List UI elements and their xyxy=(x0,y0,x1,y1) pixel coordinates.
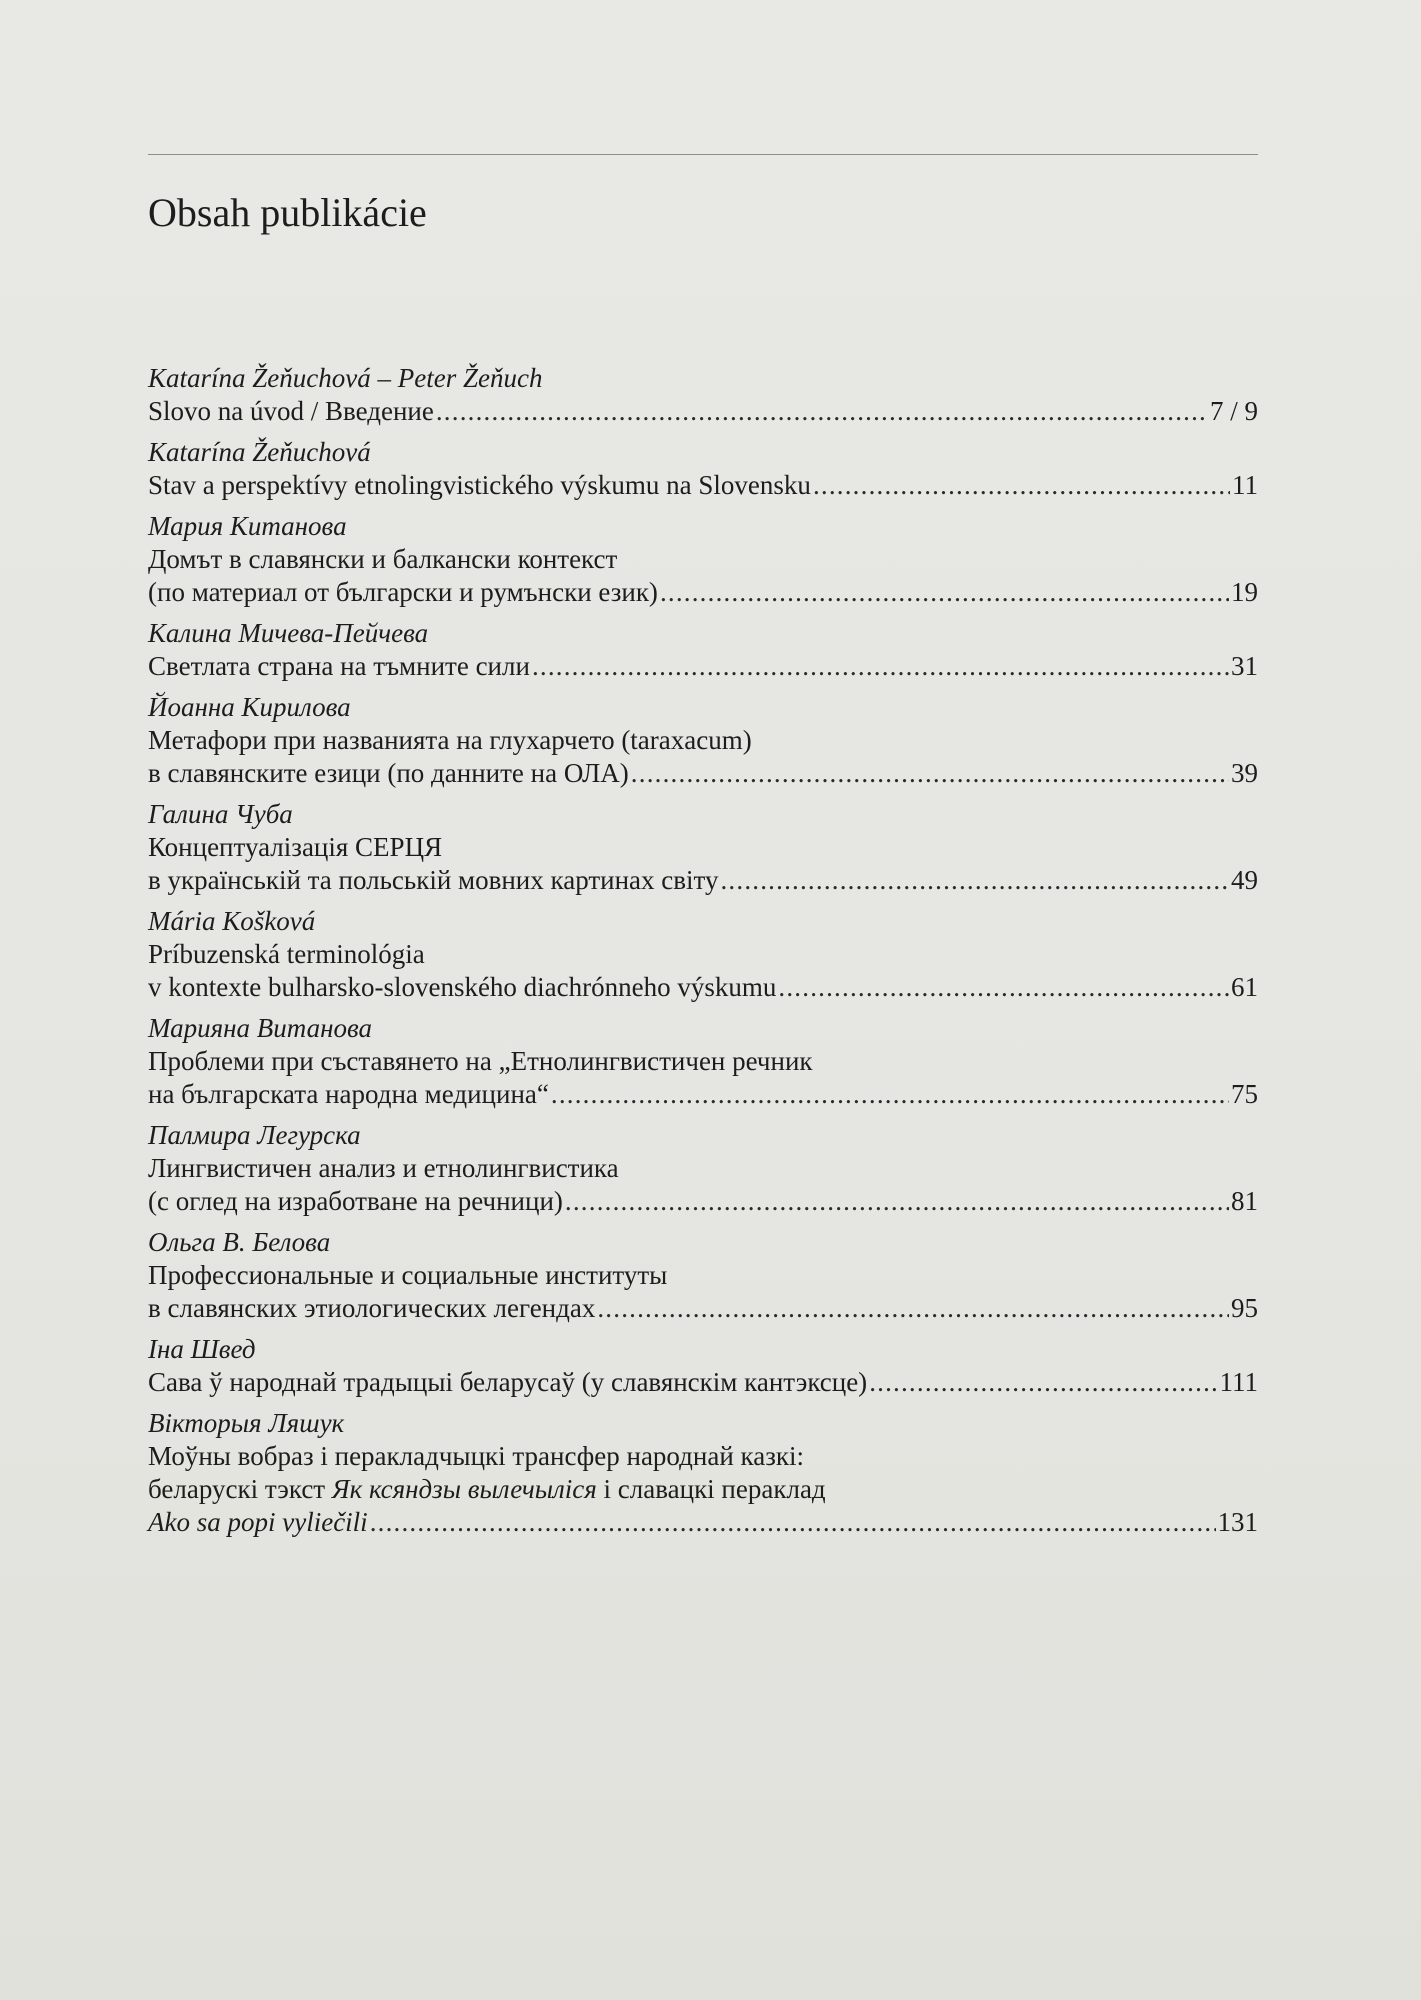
page-number: 75 xyxy=(1231,1079,1258,1109)
page-number: 31 xyxy=(1231,651,1258,681)
entry-title: Slovo na úvod / Введение xyxy=(148,396,434,426)
page-number: 49 xyxy=(1231,865,1258,895)
entry-title-line[interactable] xyxy=(148,757,1258,790)
entry-title-line[interactable] xyxy=(148,469,1258,502)
entry-title-line[interactable] xyxy=(148,650,1258,683)
title-text: беларускі тэкст xyxy=(148,1474,332,1504)
table-of-contents xyxy=(148,362,1258,1547)
entry-author: Mária Košková xyxy=(148,906,316,936)
entry-author: Іна Швед xyxy=(148,1334,256,1364)
dot-leader xyxy=(778,971,1229,1004)
entry-title-line[interactable] xyxy=(148,1078,1258,1111)
toc-entry xyxy=(148,510,1258,609)
entry-title: в українській та польській мовних картинах світу xyxy=(148,865,719,895)
toc-entry xyxy=(148,617,1258,683)
entry-title xyxy=(148,1506,368,1539)
page-number: 39 xyxy=(1231,758,1258,788)
entry-author: Katarína Žeňuchová – Peter Žeňuch xyxy=(148,363,543,393)
toc-entry xyxy=(148,362,1258,428)
entry-title-line[interactable] xyxy=(148,395,1258,428)
toc-entry xyxy=(148,1333,1258,1399)
entry-title: Светлата страна на тъмните сили xyxy=(148,651,530,681)
dot-leader xyxy=(551,1078,1229,1111)
entry-title-line-1: Моўны вобраз і перакладчыцкі трансфер народнай казкі: xyxy=(148,1441,805,1471)
entry-author: Вікторыя Ляшук xyxy=(148,1408,345,1438)
entry-title-line-1: Домът в славянски и балкански контекст xyxy=(148,544,618,574)
toc-entry xyxy=(148,1012,1258,1111)
page-number: 81 xyxy=(1231,1186,1258,1216)
entry-title-line[interactable] xyxy=(148,1366,1258,1399)
dot-leader xyxy=(720,864,1229,897)
page-number: 19 xyxy=(1231,577,1258,607)
page-title: Obsah publikácie xyxy=(148,190,427,235)
toc-entry xyxy=(148,691,1258,790)
dot-leader xyxy=(660,576,1229,609)
dot-leader xyxy=(869,1366,1217,1399)
page-number: 111 xyxy=(1219,1367,1258,1397)
entry-title: v kontexte bulharsko-slovenského diachrónneho výskumu xyxy=(148,972,777,1002)
entry-title: Сава ў народнай традыцыі беларусаў (у славянскім кантэксце) xyxy=(148,1367,868,1397)
entry-author: Калина Мичева-Пейчева xyxy=(148,618,429,648)
entry-author: Katarína Žeňuchová xyxy=(148,437,371,467)
header-rule xyxy=(148,154,1258,155)
entry-title: в славянских этиологических легендах xyxy=(148,1293,596,1323)
toc-entry xyxy=(148,905,1258,1004)
entry-title-line-2 xyxy=(148,1473,1258,1506)
page-number: 11 xyxy=(1232,470,1258,500)
dot-leader xyxy=(565,1185,1229,1218)
dot-leader xyxy=(631,757,1229,790)
entry-title: Stav a perspektívy etnolingvistického výskumu na Slovensku xyxy=(148,470,811,500)
page-number: 95 xyxy=(1231,1293,1258,1323)
entry-title-line-1: Концептуалізація СЕРЦЯ xyxy=(148,832,443,862)
page-number: 131 xyxy=(1217,1507,1258,1537)
entry-author: Йоанна Кирилова xyxy=(148,692,351,722)
page-number: 61 xyxy=(1231,972,1258,1002)
entry-author: Палмира Легурска xyxy=(148,1120,361,1150)
dot-leader xyxy=(436,395,1208,428)
entry-title-line[interactable] xyxy=(148,1185,1258,1218)
entry-title-line[interactable] xyxy=(148,971,1258,1004)
dot-leader xyxy=(813,469,1230,502)
entry-title-line[interactable] xyxy=(148,1292,1258,1325)
entry-title-line-1: Метафори при названията на глухарчето (taraxacum) xyxy=(148,725,752,755)
entry-title-line[interactable] xyxy=(148,864,1258,897)
dot-leader xyxy=(532,650,1229,683)
entry-title-line-1: Лингвистичен анализ и етнолингвистика xyxy=(148,1153,619,1183)
dot-leader xyxy=(597,1292,1229,1325)
entry-title-line-1: Príbuzenská terminológia xyxy=(148,939,425,969)
toc-entry xyxy=(148,798,1258,897)
toc-entry xyxy=(148,1226,1258,1325)
toc-entry xyxy=(148,1119,1258,1218)
entry-author: Галина Чуба xyxy=(148,799,293,829)
toc-entry xyxy=(148,436,1258,502)
entry-title-line[interactable] xyxy=(148,1506,1258,1539)
title-italic-text: Ako sa popi vyliečili xyxy=(148,1507,368,1537)
entry-title-line-1: Профессиональные и социальные институты xyxy=(148,1260,668,1290)
dot-leader xyxy=(370,1506,1216,1539)
entry-author: Марияна Витанова xyxy=(148,1013,373,1043)
entry-author: Ольга В. Белова xyxy=(148,1227,331,1257)
entry-title-line-1: Проблеми при съставянето на „Етнолингвистичен речник xyxy=(148,1046,813,1076)
entry-title: (с оглед на изработване на речници) xyxy=(148,1186,563,1216)
entry-title: (по материал от български и румънски език) xyxy=(148,577,658,607)
entry-title-line[interactable] xyxy=(148,576,1258,609)
title-text: і славацкі пераклад xyxy=(596,1474,826,1504)
entry-title: в славянските езици (по данните на ОЛА) xyxy=(148,758,629,788)
toc-entry xyxy=(148,1407,1258,1539)
page-number: 7 / 9 xyxy=(1209,396,1258,426)
entry-author: Мария Китанова xyxy=(148,511,347,541)
title-italic-text: Як ксяндзы вылечыліся xyxy=(331,1474,597,1504)
entry-title: на българската народна медицина“ xyxy=(148,1079,549,1109)
